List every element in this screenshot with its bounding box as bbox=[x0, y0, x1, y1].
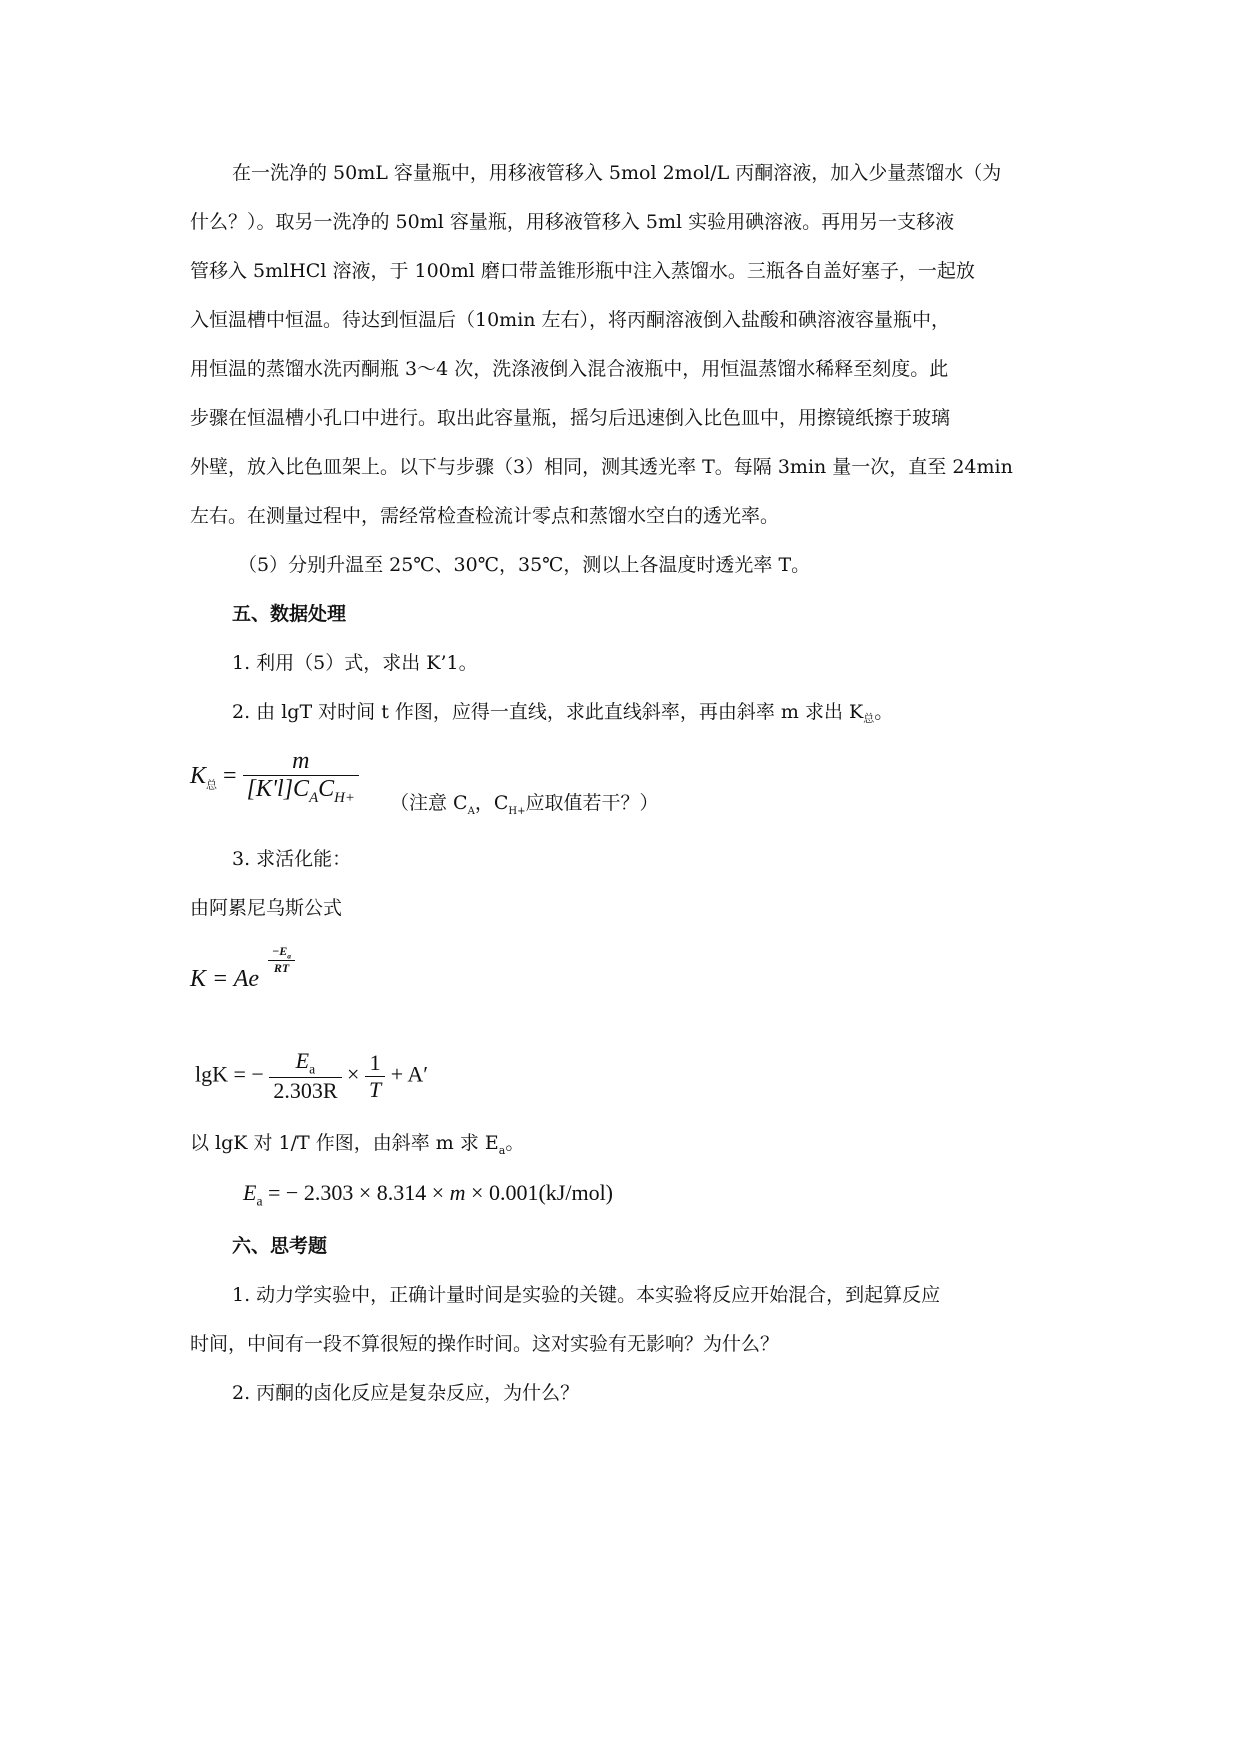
item-2-sub: 总 bbox=[863, 712, 875, 725]
paragraph-line: 在一洗净的 50mL 容量瓶中，用移液管移入 5mol 2mol/L 丙酮溶液，加入少量蒸馏水（为 bbox=[232, 162, 1002, 184]
item-2-end: 。 bbox=[874, 701, 894, 723]
equation-k-total bbox=[190, 748, 359, 807]
paragraph-line: 管移入 5mlHCl 溶液，于 100ml 磨口带盖锥形瓶中注入蒸馏水。三瓶各自盖好塞子，一起放 bbox=[190, 260, 975, 282]
section-5-item-3: 3. 求活化能： bbox=[232, 848, 352, 870]
eq1-den-b: C bbox=[318, 776, 335, 802]
eq3-num-sub: a bbox=[309, 1061, 316, 1077]
note-mid: ，C bbox=[474, 792, 509, 814]
note-end: 应取值若干？） bbox=[525, 792, 659, 814]
arrhenius-label: 由阿累尼乌斯公式 bbox=[190, 897, 343, 919]
eq1-den-a-sub: A bbox=[309, 789, 319, 806]
eq3-num2: 1 bbox=[369, 1049, 381, 1075]
plot-instruction bbox=[190, 1130, 524, 1164]
section-5-heading: 五、数据处理 bbox=[232, 603, 347, 625]
question-2: 2. 丙酮的卤化反应是复杂反应，为什么？ bbox=[232, 1382, 580, 1404]
question-1-line-1: 1. 动力学实验中，正确计量时间是实验的关键。本实验将反应开始混合，到起算反应 bbox=[232, 1284, 941, 1306]
paragraph-line: 步骤在恒温槽小孔口中进行。取出此容量瓶，摇匀后迅速倒入比色皿中，用擦镜纸擦于玻璃 bbox=[190, 407, 951, 429]
eq1-equals: = bbox=[223, 762, 237, 789]
eq2-exponent bbox=[268, 944, 295, 976]
paragraph-line: 用恒温的蒸馏水洗丙酮瓶 3～4 次，洗涤液倒入混合液瓶中，用恒温蒸馏水稀释至刻度。此 bbox=[190, 358, 949, 380]
eq4-m: m bbox=[449, 1180, 466, 1205]
eq3-num bbox=[269, 1048, 341, 1077]
note-sub-a: A bbox=[467, 805, 475, 817]
eq1-den-b-sub: H+ bbox=[334, 789, 355, 806]
equation-lgk bbox=[195, 1048, 428, 1104]
note-pre: （注意 C bbox=[390, 792, 468, 814]
eq1-fraction bbox=[243, 748, 359, 807]
paragraph-line: 什么？）。取另一洗净的 50ml 容量瓶，用移液管移入 5ml 实验用碘溶液。再用另一支移液 bbox=[190, 211, 955, 233]
eq4-rest: × 0.001(kJ/mol) bbox=[465, 1180, 614, 1205]
eq3-fraction-2 bbox=[365, 1050, 385, 1103]
eq4-lhs: E bbox=[243, 1180, 257, 1205]
eq2-exp-num-sub: a bbox=[287, 951, 291, 961]
step-5-line: （5）分别升温至 25℃、30℃，35℃，测以上各温度时透光率 T。 bbox=[238, 554, 811, 576]
eq3-lhs: lgK = − bbox=[195, 1061, 264, 1087]
eq2-exp-num bbox=[268, 944, 295, 960]
plot-text-end: 。 bbox=[505, 1132, 525, 1154]
equation-activation-energy bbox=[243, 1180, 613, 1209]
eq3-den: 2.303R bbox=[269, 1077, 341, 1104]
section-6-heading: 六、思考题 bbox=[232, 1235, 328, 1257]
eq4-rhs: = − 2.303 × 8.314 × bbox=[268, 1180, 450, 1205]
paragraph-line: 外壁，放入比色皿架上。以下与步骤（3）相同，测其透光率 T。每隔 3min 量一次，直至 24min bbox=[190, 456, 1013, 478]
eq1-lhs: K bbox=[190, 762, 207, 789]
section-5-item-2 bbox=[232, 699, 893, 732]
eq4-lhs-sub: a bbox=[256, 1193, 263, 1209]
eq3-fraction-1 bbox=[269, 1048, 341, 1104]
eq1-numerator: m bbox=[292, 748, 310, 774]
eq3-num-text: E bbox=[295, 1048, 310, 1073]
plot-text: 以 lgK 对 1/T 作图，由斜率 m 求 E bbox=[190, 1132, 499, 1154]
section-5-item-1: 1. 利用（5）式，求出 K’1。 bbox=[232, 652, 478, 674]
paragraph-line: 入恒温槽中恒温。待达到恒温后（10min 左右），将丙酮溶液倒入盐酸和碘溶液容量瓶中， bbox=[190, 309, 951, 331]
question-1-line-2: 时间，中间有一段不算很短的操作时间。这对实验有无影响？为什么？ bbox=[190, 1333, 780, 1355]
eq3-den2: T bbox=[365, 1076, 385, 1103]
paragraph-line: 左右。在测量过程中，需经常检查检流计零点和蒸馏水空白的透光率。 bbox=[190, 505, 780, 527]
eq1-denominator bbox=[243, 775, 359, 807]
eq2-exp-num-text: −E bbox=[272, 944, 288, 958]
item-2-text: 2. 由 lgT 对时间 t 作图，应得一直线，求此直线斜率，再由斜率 m 求出 K bbox=[232, 701, 864, 723]
eq3-rest: + A′ bbox=[390, 1061, 429, 1087]
eq2-exp-den: RT bbox=[268, 960, 295, 976]
plot-text-sub: a bbox=[498, 1143, 506, 1157]
eq3-times: × bbox=[347, 1061, 360, 1087]
eq1-lhs-sub: 总 bbox=[206, 779, 218, 792]
note-sub-h: H+ bbox=[508, 805, 526, 817]
eq1-den-a: [K'l]C bbox=[246, 776, 310, 802]
eq2-lhs: K = Ae bbox=[190, 966, 260, 992]
equation-note bbox=[390, 790, 658, 825]
